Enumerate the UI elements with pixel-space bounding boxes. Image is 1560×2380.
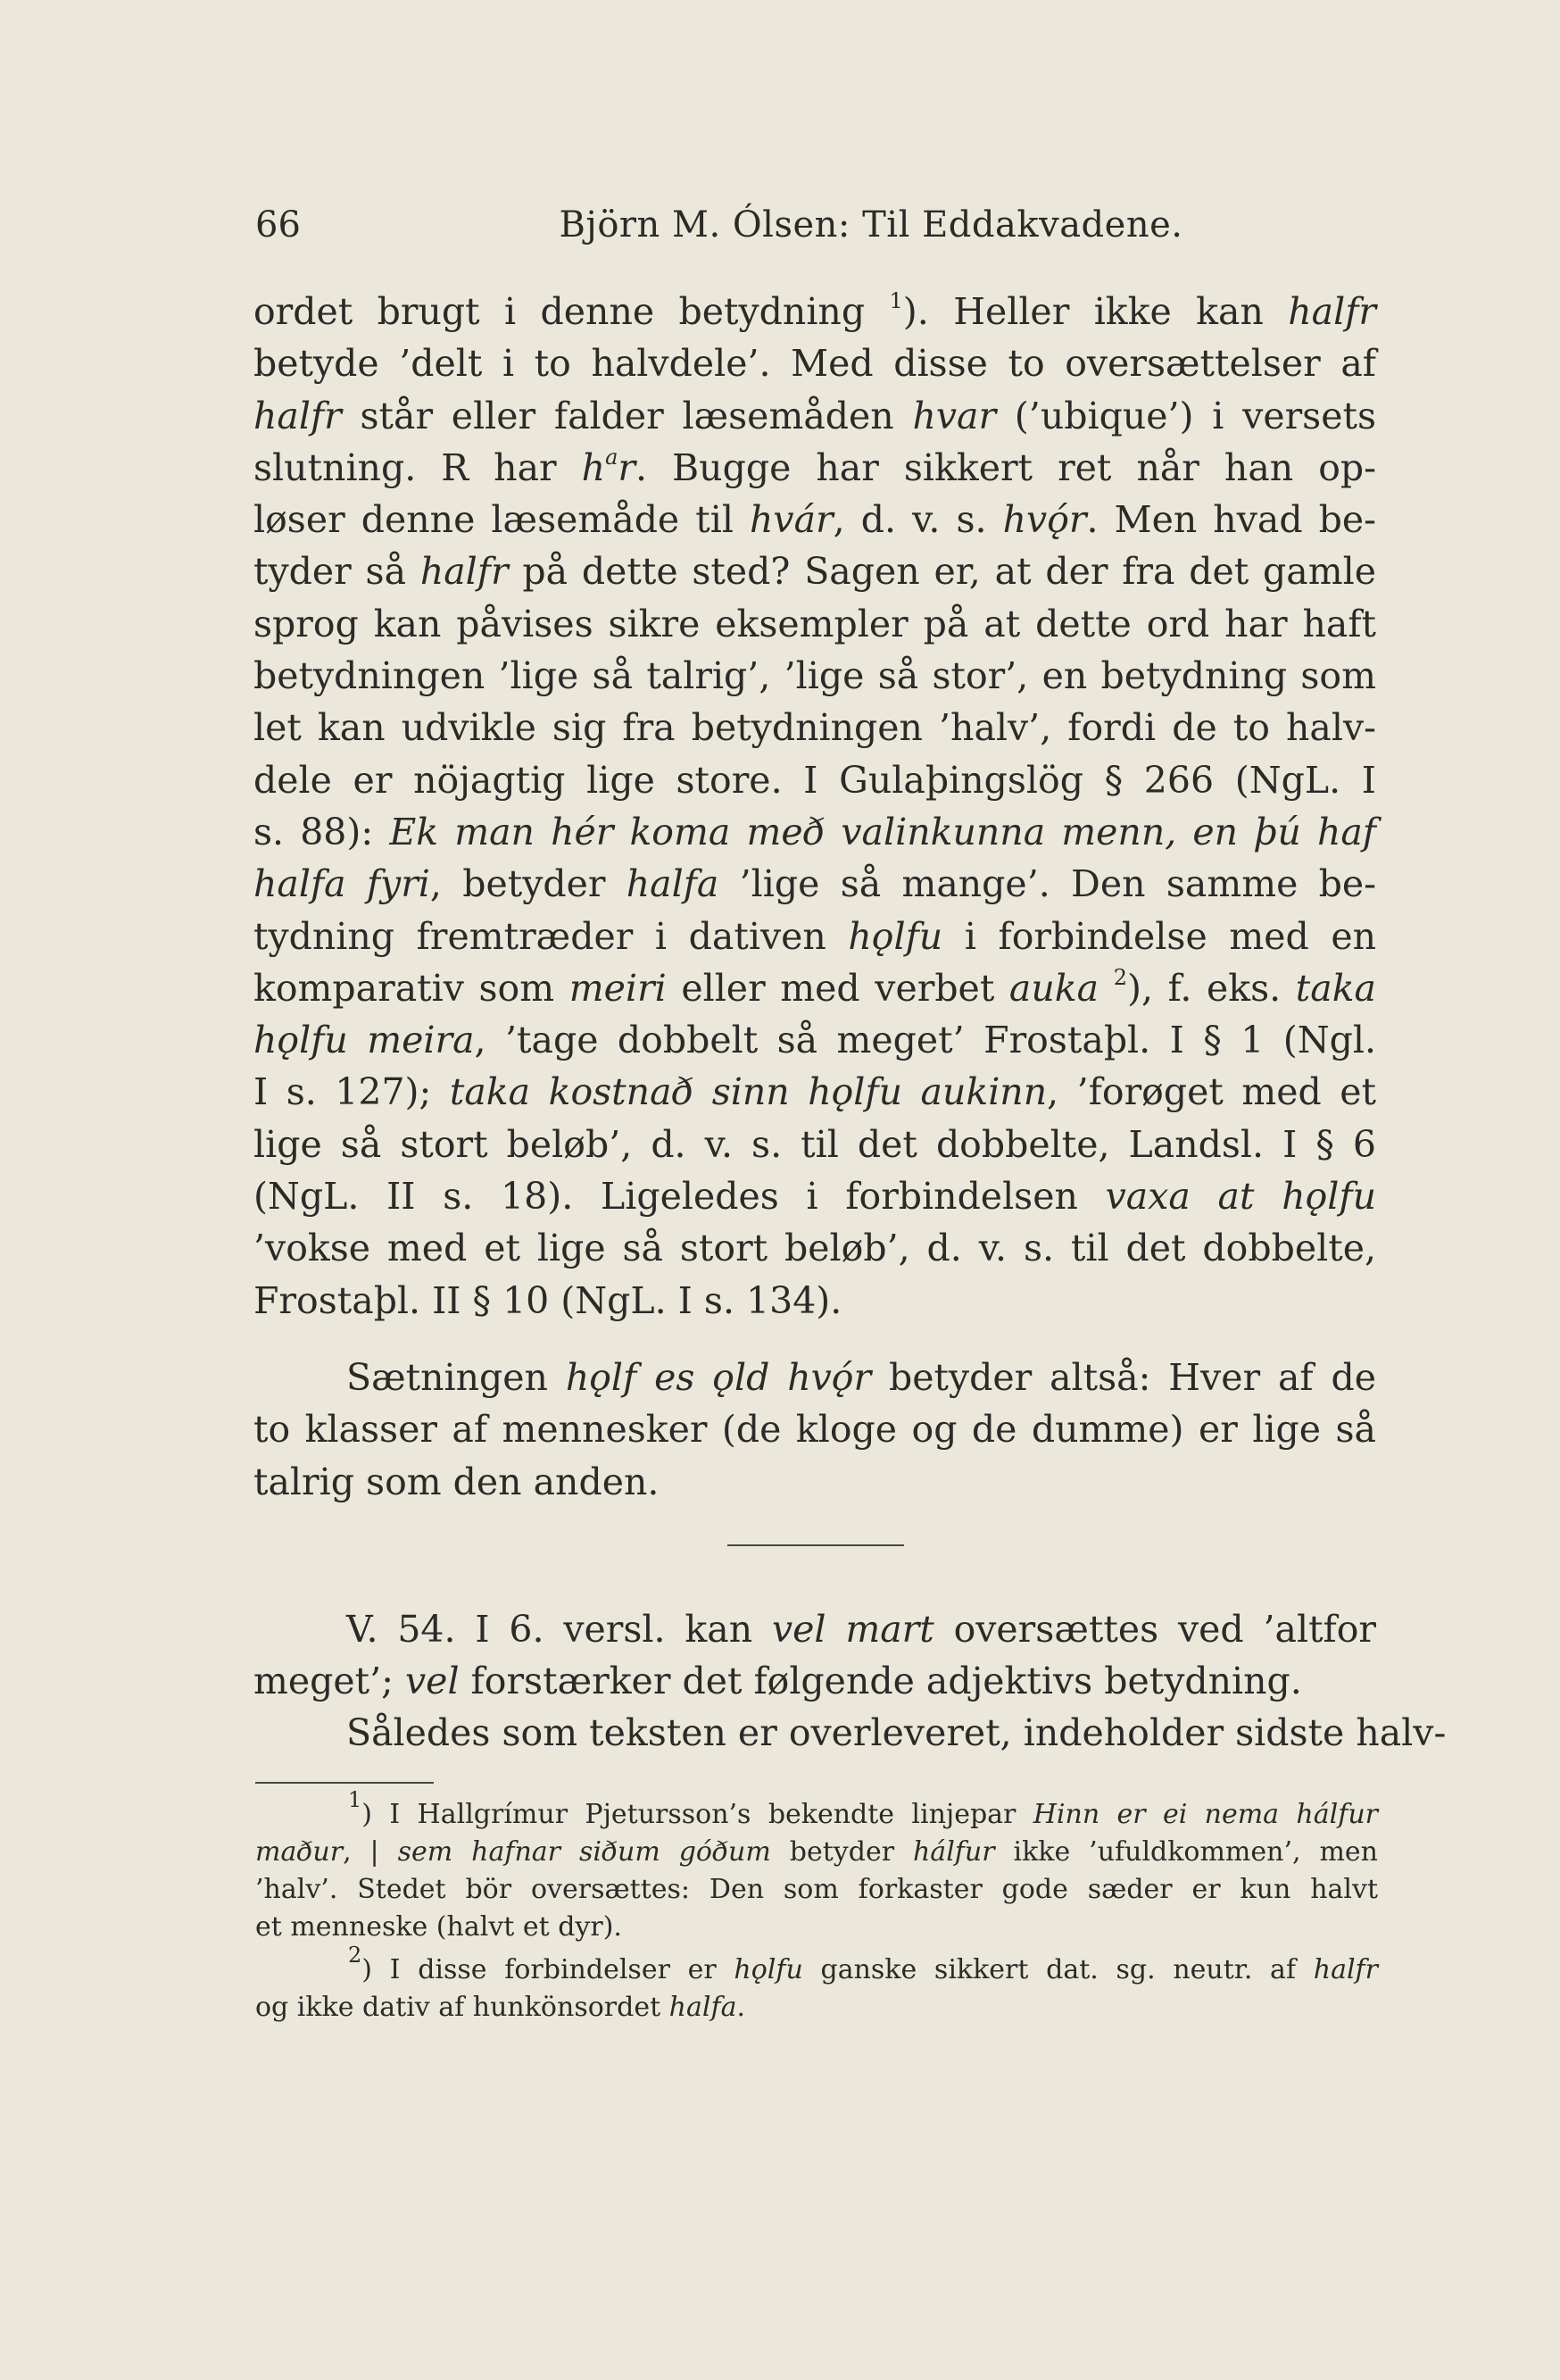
text-line: $^2$) I disse forbindelser er hǫlfu ganske sikkert dat. sg. neutr. af halfr — [348, 1943, 1378, 1985]
text-line: I s. 127); taka kostnað sinn hǫlfu aukinn, ’forøget med et — [253, 1070, 1376, 1114]
text-line: lige så stort beløb’, d. v. s. til det dobbelte, Landsl. I § 6 — [253, 1122, 1376, 1166]
text-line: slutning. R har $h^ar$. Bugge har sikkert ret når han op- — [253, 444, 1376, 489]
text-line: betydningen ’lige så talrig’, ’lige så stor’, en betydning som — [253, 654, 1376, 698]
text-line: let kan udvikle sig fra betydningen ’halv’, fordi de to halv- — [253, 706, 1376, 750]
text-line: halfr står eller falder læsemåden hvar (’ubique’) i versets — [253, 394, 1376, 437]
text-line: halfa fyri, betyder halfa ’lige så mange’. Den samme be- — [253, 862, 1377, 906]
text-line: to klasser af mennesker (de kloge og de dumme) er lige så — [253, 1408, 1376, 1452]
text-line: talrig som den anden. — [253, 1460, 660, 1503]
paragraph-4 — [253, 1707, 1447, 1759]
text-line: ’vokse med et lige så stort beløb’, d. v. s. til det dobbelte, — [253, 1227, 1376, 1270]
footnote-1 — [255, 1787, 1378, 1946]
footnotes — [255, 1787, 1378, 2026]
text-line: sprog kan påvises sikre eksempler på at dette ord har haft — [253, 602, 1376, 645]
footnote-2 — [255, 1943, 1378, 2026]
text-line: (NgL. II s. 18). Ligeledes i forbindelsen vaxa at hǫlfu — [253, 1175, 1376, 1219]
text-line: ’halv’. Stedet bör oversættes: Den som forkaster gode sæder er kun halvt — [255, 1874, 1378, 1905]
page-header — [255, 198, 1398, 252]
running-title: Björn M. Ólsen: Til Eddakvadene. — [559, 204, 1183, 245]
text-line: Frostaþl. II § 10 (NgL. I s. 134). — [253, 1278, 842, 1322]
text-line: løser denne læsemåde til hvár, d. v. s. hvǫ́r. Men hvad be- — [253, 498, 1376, 542]
text-line: V. 54. I 6. versl. kan vel mart oversættes ved ’altfor — [346, 1608, 1376, 1651]
text-line: Således som teksten er overleveret, indeholder sidste halv- — [346, 1711, 1447, 1754]
page-number: 66 — [255, 204, 301, 245]
text-line: $^1$) I Hallgrímur Pjetursson’s bekendte linjepar Hinn er ei nema hálfur — [348, 1787, 1378, 1830]
footnote-divider — [255, 1782, 434, 1784]
text-line: et menneske (halvt et dyr). — [255, 1911, 622, 1943]
text-line: hǫlfu meira, ’tage dobbelt så meget’ Frostaþl. I § 1 (Ngl. — [253, 1019, 1376, 1062]
paragraph-1 — [253, 286, 1376, 1327]
text-line: tyder så halfr på dette sted? Sagen er, at der fra det gamle — [253, 550, 1376, 594]
section-divider — [727, 1544, 904, 1546]
text-line: komparativ som meiri eller med verbet auka $^2$), f. eks. taka — [253, 964, 1376, 1010]
text-line: Sætningen hǫlf es ǫld hvǫ́r betyder altså: Hver af de — [346, 1356, 1376, 1399]
text-line: ordet brugt i denne betydning $^1$). Heller ikke kan halfr — [253, 288, 1376, 333]
text-line: og ikke dativ af hunkönsordet halfa. — [255, 1992, 746, 2023]
text-line: tydning fremtræder i dativen hǫlfu i forbindelse med en — [253, 914, 1377, 958]
paragraph-2 — [253, 1352, 1376, 1508]
text-line: s. 88): Ek man hér koma með valinkunna menn, en þú haf — [253, 810, 1376, 853]
text-line: maður, | sem hafnar siðum góðum betyder hálfur ikke ’ufuldkommen’, men — [255, 1836, 1378, 1868]
text-line: dele er nöjagtig lige store. I Gulaþingslög § 266 (NgL. I — [253, 758, 1376, 802]
text-line: meget’; vel forstærker det følgende adjektivs betydning. — [253, 1660, 1302, 1703]
paragraph-3 — [253, 1603, 1376, 1708]
text-line: betyde ’delt i to halvdele’. Med disse to oversættelser af — [253, 342, 1376, 386]
